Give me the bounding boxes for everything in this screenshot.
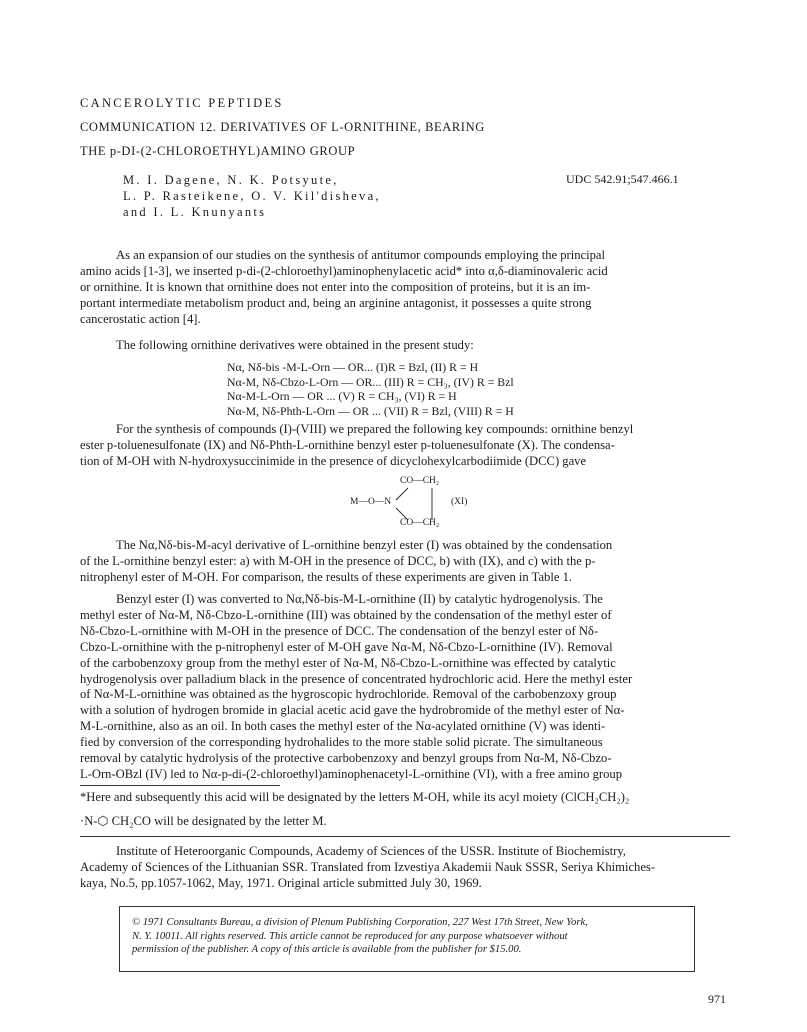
series-title: CANCEROLYTIC PEPTIDES (80, 96, 284, 110)
text-line: Academy of Sciences of the Lithuanian SSR. Translated from Izvestiya Akademii Nauk SSSR, Seriya Khimiches- (80, 859, 656, 874)
formula-list (227, 360, 514, 418)
main-paragraph (80, 592, 728, 783)
text-line: portant intermediate metabolism product and, being an arginine antagonist, it possesses a quite strong (80, 295, 592, 310)
text-line: Benzyl ester (I) was converted to Nα,Nδ-bis-M-L-ornithine (II) by catalytic hydrogenolysis. The (116, 592, 603, 606)
text-line: As an expansion of our studies on the synthesis of antitumor compounds employing the principal (116, 248, 605, 262)
compound-xi-structure (350, 476, 500, 536)
text-line: amino acids [1-3], we inserted p-di-(2-chloroethyl)aminophenylacetic acid* into α,δ-diaminovaleric acid (80, 263, 608, 278)
text-line: cancerostatic action [4]. (80, 311, 201, 326)
copyright-box (119, 906, 695, 972)
page-number: 971 (708, 992, 726, 1006)
synthesis-paragraph (80, 422, 728, 470)
text-line: Institute of Heteroorganic Compounds, Academy of Sciences of the USSR. Institute of Biochemistry, (116, 844, 626, 858)
structure-bottom-group: CO—CH₂ (400, 518, 440, 528)
text-line: M-L-ornithine, also as an oil. In both cases the methyl ester of the Nα-acylated ornithine (V) was identi- (80, 719, 606, 734)
text-line: of the carbobenzoxy group from the methyl ester of Nα-M, Nδ-Cbzo-L-ornithine was effected by catalytic (80, 655, 616, 670)
copyright-line: permission of the publisher. A copy of this article is available from the publisher for $15.00. (132, 944, 522, 955)
structure-left-group: M—O—N (350, 497, 392, 507)
structure-label: (XI) (451, 497, 468, 507)
affiliation-rule (80, 836, 730, 837)
text-line: of the L-ornithine benzyl ester: a) with M-OH in the presence of DCC, b) with (IX), and c) with the p- (80, 553, 596, 568)
text-line: kaya, No.5, pp.1057-1062, May, 1971. Original article submitted July 30, 1969. (80, 875, 482, 890)
derivatives-intro (80, 338, 728, 354)
footnote (80, 789, 730, 829)
formula-line: Nα-M, Nδ-Cbzo-L-Orn — OR... (III) R = CH₃, (IV) R = Bzl (227, 374, 514, 389)
text-line: The following ornithine derivatives were obtained in the present study: (116, 338, 474, 352)
text-line: nitrophenyl ester of M-OH. For comparison, the results of these experiments are given in Table 1. (80, 569, 573, 584)
text-line: ester p-toluenesulfonate (IX) and Nδ-Phth-L-ornithine benzyl ester p-toluenesulfonate (X). The condensa- (80, 437, 615, 452)
copyright-line: © 1971 Consultants Bureau, a division of Plenum Publishing Corporation, 227 West 17th Street, New York, (132, 917, 588, 928)
text-line: removal by catalytic hydrolysis of the protective carbobenzoxy and benzyl groups from Nα-M, Nδ-Cbzo- (80, 751, 612, 766)
footnote-rule (80, 785, 280, 786)
text-line: methyl ester of Nα-M, Nδ-Cbzo-L-ornithine (III) was obtained by the condensation of the methyl ester of (80, 607, 612, 622)
structure-top-group: CO—CH₂ (400, 476, 440, 486)
bis-acyl-paragraph (80, 538, 728, 586)
text-line: of Nα-M-L-ornithine was obtained as the hygroscopic hydrochloride. Removal of the carbobenzoxy group (80, 687, 617, 702)
affiliation-paragraph (80, 844, 728, 892)
formula-line: Nα-M, Nδ-Phth-L-Orn — OR ... (VII) R = Bzl, (VIII) R = H (227, 403, 514, 418)
text-line: For the synthesis of compounds (I)-(VIII) we prepared the following key compounds: ornithine benzyl (116, 422, 634, 436)
formula-line: Nα, Nδ-bis -M-L-Orn — OR... (I)R = Bzl, (II) R = H (227, 360, 479, 374)
article-title-line-1: COMMUNICATION 12. DERIVATIVES OF L-ORNITHINE, BEARING (80, 120, 485, 134)
footnote-line: *Here and subsequently this acid will be designated by the letters M-OH, while its acyl moiety (ClCH₂CH₂)₂ (80, 790, 630, 804)
copyright-notice (132, 916, 588, 957)
text-line: fied by conversion of the corresponding hydrohalides to the more stable solid picrate. The simultaneous (80, 735, 603, 750)
text-line: The Nα,Nδ-bis-M-acyl derivative of L-ornithine benzyl ester (I) was obtained by the condensation (116, 538, 613, 552)
text-line: hydrogenolysis over palladium black in the presence of concentrated hydrochloric acid. Here the methyl ester (80, 671, 633, 686)
formula-line: Nα-M-L-Orn — OR ... (V) R = CH₃, (VI) R = H (227, 389, 457, 404)
author-line-2: L. P. Rasteikene, O. V. Kil'disheva, (123, 189, 381, 203)
author-line-3: and I. L. Knunyants (123, 205, 267, 219)
text-line: with a solution of hydrogen bromide in glacial acetic acid gave the hydrobromide of the methyl ester of Nα- (80, 703, 625, 718)
copyright-line: N. Y. 10011. All rights reserved. This article cannot be reproduced for any purpose whatsoever without (132, 930, 568, 942)
footnote-line: ·N-⬡ CH₂CO will be designated by the letter M. (80, 814, 327, 828)
text-line: Cbzo-L-ornithine with the p-nitrophenyl ester of M-OH gave Nα-M, Nδ-Cbzo-L-ornithine (IV). Removal (80, 639, 613, 654)
article-title-line-2: THE p-DI-(2-CHLOROETHYL)AMINO GROUP (80, 144, 356, 158)
text-line: Nδ-Cbzo-L-ornithine with M-OH in the presence of DCC. The condensation of the benzyl ester of Nδ- (80, 623, 599, 638)
author-line-1: M. I. Dagene, N. K. Potsyute, (123, 173, 339, 187)
text-line: tion of M-OH with N-hydroxysuccinimide in the presence of dicyclohexylcarbodiimide (DCC) gave (80, 453, 587, 468)
udc-code: UDC 542.91;547.466.1 (566, 172, 679, 186)
structure-bonds (350, 476, 500, 536)
intro-paragraph (80, 248, 728, 328)
text-line: or ornithine. It is known that ornithine does not enter into the composition of proteins, but it is an im- (80, 279, 591, 294)
text-line: L-Orn-OBzl (IV) led to Nα-p-di-(2-chloroethyl)aminophenacetyl-L-ornithine (VI), with a free amino group (80, 766, 622, 781)
